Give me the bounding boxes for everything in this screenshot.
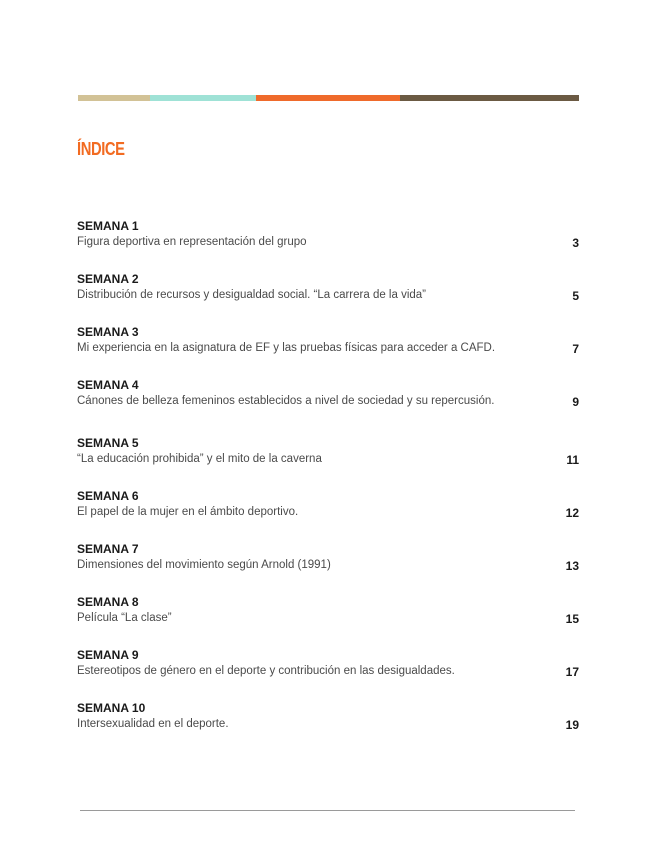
toc-description: Dimensiones del movimiento según Arnold (1991): [77, 559, 331, 571]
toc-entry-semana-6[interactable]: [77, 489, 579, 529]
toc-description: Figura deportiva en representación del grupo: [77, 236, 307, 248]
toc-entry-semana-9[interactable]: [77, 648, 579, 688]
toc-page-number: 13: [565, 559, 579, 573]
toc-week-label: SEMANA 9: [77, 648, 139, 662]
toc-page-number: 3: [572, 236, 579, 250]
toc-description: Cánones de belleza femeninos establecidos a nivel de sociedad y su repercusión.: [77, 395, 495, 407]
toc-week-label: SEMANA 5: [77, 436, 139, 450]
toc-week-label: SEMANA 2: [77, 272, 139, 286]
toc-page-number: 7: [572, 342, 579, 356]
toc-entry-semana-4[interactable]: [77, 378, 579, 418]
color-bar-segment-mint: [150, 95, 256, 101]
color-bar-segment-orange: [256, 95, 400, 101]
toc-page-number: 17: [565, 665, 579, 679]
page-title: ÍNDICE: [77, 139, 125, 159]
color-bar-segment-beige: [78, 95, 150, 101]
toc-week-label: SEMANA 3: [77, 325, 139, 339]
toc-page-number: 12: [565, 506, 579, 520]
toc-week-label: SEMANA 4: [77, 378, 139, 392]
toc-description: “La educación prohibida” y el mito de la caverna: [77, 453, 322, 465]
toc-page-number: 15: [565, 612, 579, 626]
toc-entry-semana-7[interactable]: [77, 542, 579, 582]
toc-entry-semana-8[interactable]: [77, 595, 579, 635]
header-color-bar: [78, 95, 579, 101]
toc-week-label: SEMANA 6: [77, 489, 139, 503]
toc-page-number: 9: [572, 395, 579, 409]
toc-description: Distribución de recursos y desigualdad social. “La carrera de la vida”: [77, 289, 427, 301]
toc-description: Intersexualidad en el deporte.: [77, 718, 229, 730]
toc-week-label: SEMANA 8: [77, 595, 139, 609]
toc-entry-semana-1[interactable]: [77, 219, 579, 259]
toc-week-label: SEMANA 10: [77, 701, 146, 715]
toc-description: Estereotipos de género en el deporte y contribución en las desigualdades.: [77, 665, 455, 677]
toc-description: Mi experiencia en la asignatura de EF y las pruebas físicas para acceder a CAFD.: [77, 342, 496, 354]
toc-page-number: 19: [565, 718, 579, 732]
color-bar-segment-brown: [400, 95, 579, 101]
toc-week-label: SEMANA 7: [77, 542, 139, 556]
toc-entry-semana-2[interactable]: [77, 272, 579, 312]
toc-entry-semana-10[interactable]: [77, 701, 579, 741]
toc-description: El papel de la mujer en el ámbito deportivo.: [77, 506, 299, 518]
footer-divider: [80, 810, 575, 811]
toc-week-label: SEMANA 1: [77, 219, 139, 233]
toc-entry-semana-3[interactable]: [77, 325, 579, 365]
toc-page-number: 5: [572, 289, 579, 303]
toc-page-number: 11: [566, 453, 579, 467]
toc-entry-semana-5[interactable]: [77, 436, 579, 476]
toc-description: Película “La clase”: [77, 612, 172, 624]
